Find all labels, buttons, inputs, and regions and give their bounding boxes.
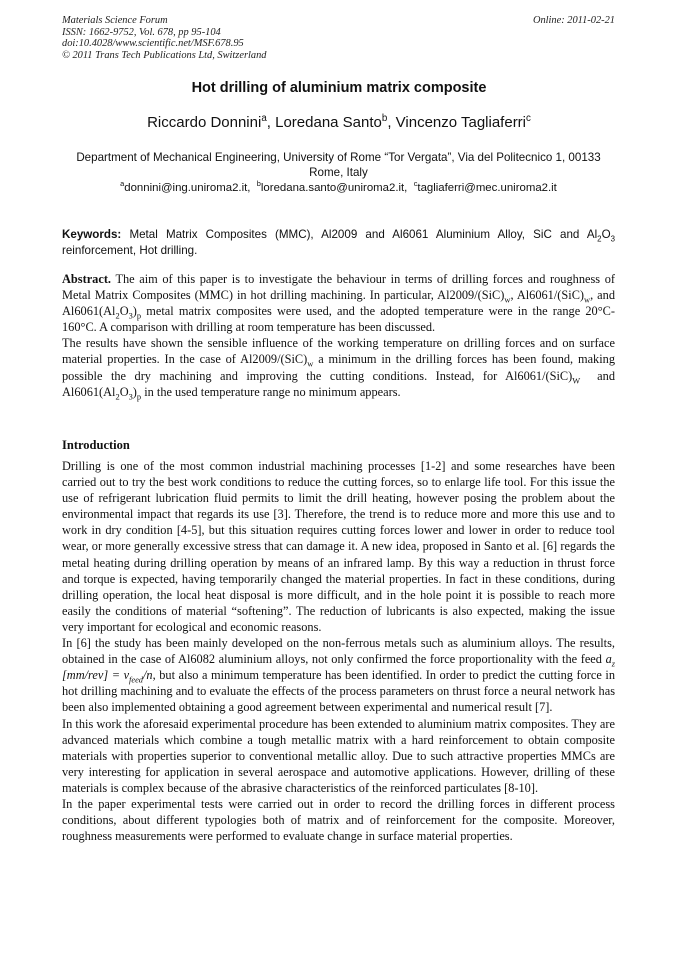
author-list <box>0 114 678 131</box>
feed-formula: $a_z$ $[mm/rev] = v_{feed}/n$ <box>62 652 615 685</box>
body-paragraph: In this work the aforesaid experimental procedure has been extended to aluminium matrix composites. They are advanced materials which combine a tough metallic matrix with a hard reinforcement to obtain composite materials with properties superior to conventional metallic alloy. Due to such attractive properties MMCs are very interesting for application in several aerospace and automotive applications. However, drilling of these materials is complex because of the abrasive characteristics of the reinforced particulates [8-10]. <box>62 716 615 795</box>
author: Riccardo Donnini$^a$, <box>147 113 276 131</box>
keywords: Keywords: Metal Matrix Composites (MMC), Al2009 and Al6061 Aluminium Alloy, SiC and $Al_2O_3$ reinforcement, Hot drilling. <box>62 228 615 257</box>
abstract <box>62 271 615 400</box>
body-paragraph: In the paper experimental tests were carried out in order to record the drilling forces in different process conditions, about different typologies both of matrix and of reinforcement for the composite. Moreover, roughness measurements were performed to evaluate change in surface material properties. <box>62 796 615 844</box>
email: $^c$tagliaferri@mec.uniroma2.it <box>413 179 557 194</box>
issn-line: ISSN: 1662-9752, Vol. 678, pp 95-104 <box>62 26 221 38</box>
paper-title: Hot drilling of aluminium matrix composite <box>191 80 487 96</box>
journal-header <box>62 15 615 61</box>
author: Vincenzo Tagliaferri$^c$ <box>395 113 531 131</box>
online-date: Online: 2011-02-21 <box>532 15 615 26</box>
introduction-body <box>62 458 615 844</box>
email: $^b$loredana.santo@uniroma2.it, <box>256 179 408 194</box>
body-paragraph: Drilling is one of the most common industrial machining processes [1-2] and some researches have been carried out to try the best work conditions to reduce the cutting forces, so to enlarge life tool. For this issue the use of refrigerant lubrication fluid permits to limit the drill heating, however posing the problem about the environmental impact that regards its use [3]. Therefore, the trend is to reduce more and more this use and to work in dry condition [4-5], but this situation requires cutting forces lower and lower in order to reduce tool wear, or more generally excessive stress that can damage it. A new idea, proposed in Santo et al. [6] regards the metal heating during drilling operation by means of an infrared lamp. By this way a reduction in thrust force and torque is expected, having temporarily changed the material properties. In fact in these conditions, during drilling operation, the local heat disposal is more difficult, and in the hole point it is possible to reach more easily the conditions of material “softening”. The reduction of lubricants is also expected, making the issue very important for ecological and economic reasons. <box>62 459 615 634</box>
email: $^a$donnini@ing.uniroma2.it, <box>120 179 251 194</box>
keywords-label: Keywords: <box>62 228 122 241</box>
author: Loredana Santo$^b$, <box>275 113 396 131</box>
abstract-paragraph: The results have shown the sensible influence of the working temperature on drilling forces and on surface material properties. In the case of $Al2009/(SiC)_w$ a minimum in the drilling forces has been found, making possible the dry machining and improving the cutting conditions. Instead, for $Al6061/(SiC)_W$ and $Al6061(Al_2O_3)_p$ in the used temperature range no minimum appears. <box>62 336 615 402</box>
body-paragraph: In [6] the study has been mainly developed on the non-ferrous metals such as aluminium alloys. The results, obtained in the case of Al6082 aluminium alloys, not only confirmed the force proportionality with the feed $a_z$ $[mm/rev] = v_{feed}/n$, but also a minimum temperature has been identified. In order to predict the cutting force in hot drilling machining and to evaluate the effects of the process parameters on thrust force a neural network has been also implemented obtaining a good agreement between experimental and numerical result [7]. <box>62 636 615 715</box>
doi-line: doi:10.4028/www.scientific.net/MSF.678.95 <box>62 38 244 50</box>
abstract-paragraph: Abstract. The aim of this paper is to investigate the behaviour in terms of drilling forces and roughness of Metal Matrix Composites (MMC) in hot drilling machining. In particular, $Al2009/(SiC)_w$, $Al6061/(SiC)_w$, and $Al6061(Al_2O_3)_p$ metal matrix composites were used, and the adopted temperature were in the range 20°C-160°C. A comparison with drilling at room temperature has been discussed. <box>62 272 615 335</box>
section-heading: Introduction <box>62 438 130 452</box>
author-emails <box>62 179 615 194</box>
journal-name: Materials Science Forum <box>62 15 168 26</box>
abstract-label: Abstract. <box>62 272 112 286</box>
copyright-line: © 2011 Trans Tech Publications Ltd, Switzerland <box>62 49 267 61</box>
affiliation: Department of Mechanical Engineering, University of Rome “Tor Vergata”, Via del Politecnico 1, 00133 Rome, Italy <box>76 151 601 179</box>
